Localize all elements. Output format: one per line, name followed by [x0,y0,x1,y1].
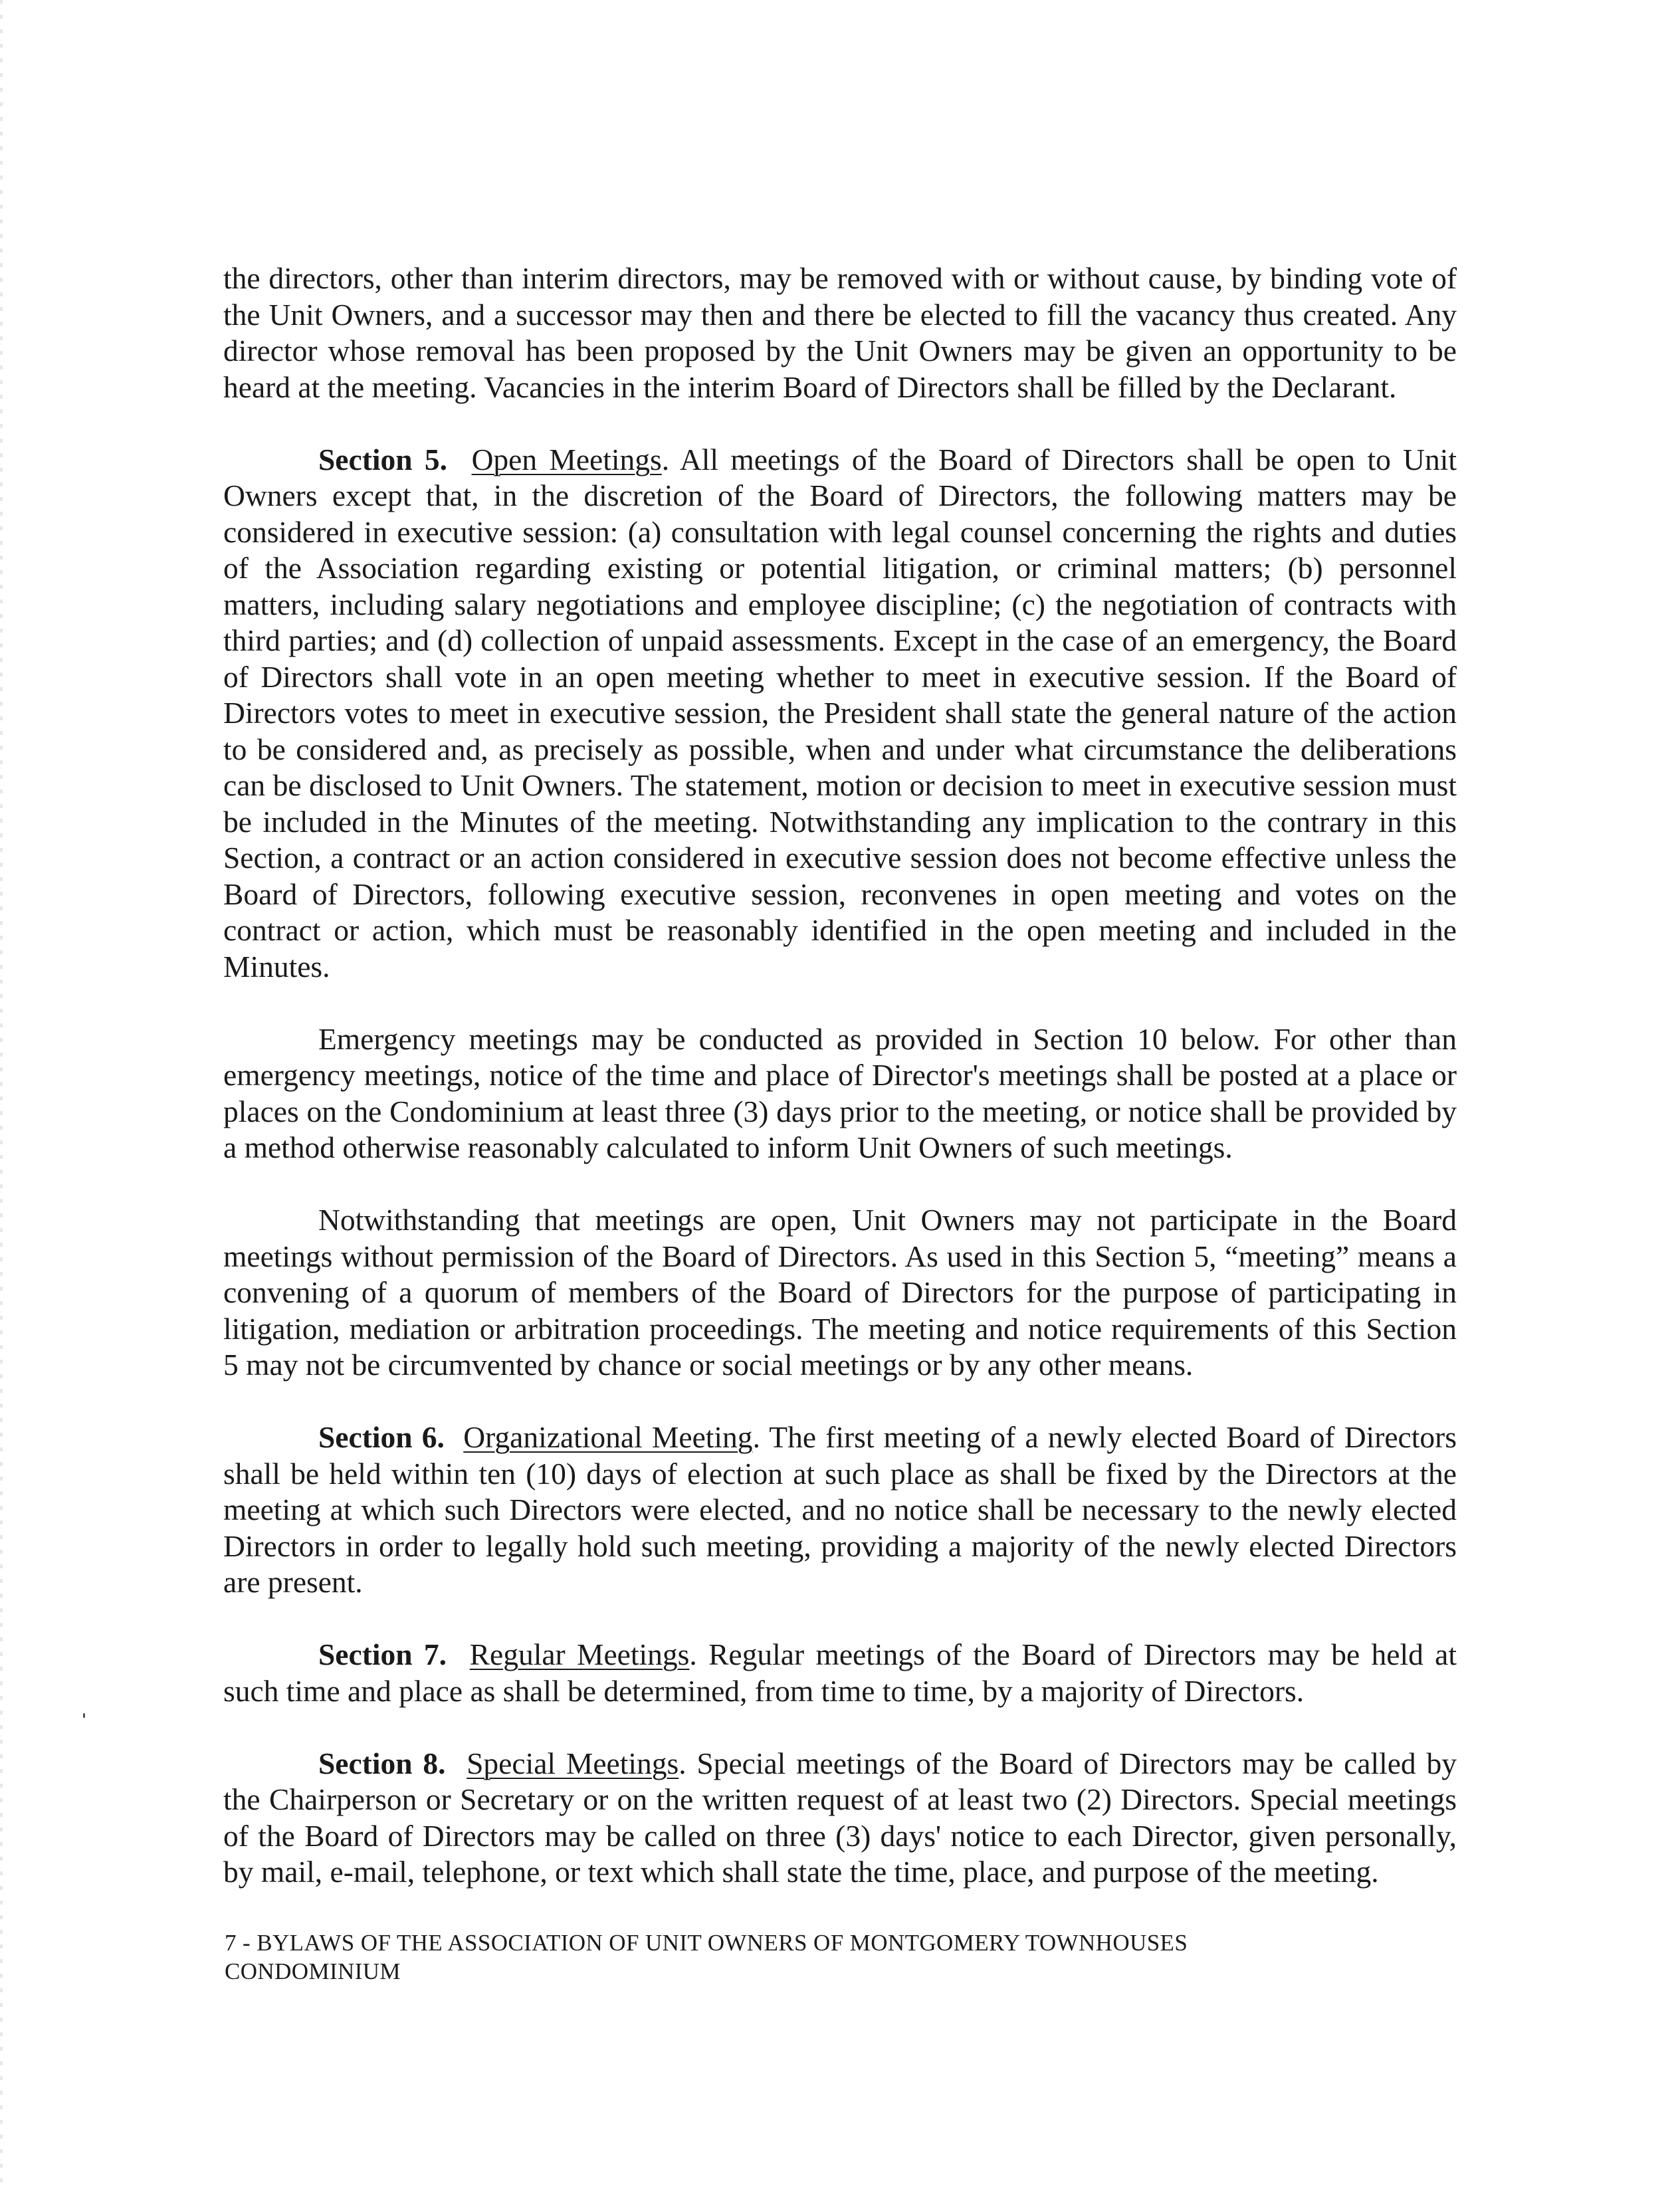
paragraph-section-6-organizational-meeting [223,1419,1457,1601]
section-title: Regular Meetings [469,1637,690,1671]
page-footer [225,1929,1421,1986]
document-body [223,261,1457,1927]
footer-line-1: 7 - BYLAWS OF THE ASSOCIATION OF UNIT OWNERS OF MONTGOMERY TOWNHOUSES [225,1930,1188,1956]
section-title: Open Meetings [471,442,662,476]
section-number: Section 8. [318,1746,446,1780]
section-title: Special Meetings [467,1746,679,1780]
paragraph-emergency-meetings [223,1021,1457,1166]
section-number: Section 7. [318,1637,447,1671]
paragraph-section-7-regular-meetings [223,1637,1457,1709]
paragraph-text: . All meetings of the Board of Directors shall be open to Unit Owners except that, in the discretion of the Board of Directors, the following matters may be considered in executive session: (a) consultation with legal counsel concerning the rights and duties of the Association regarding existing or potential litigation, or criminal matters; (b) personnel matters, including salary negotiations and employee discipline; (c) the negotiation of contracts with third parties; and (d) collection of unpaid assessments. Except in the case of an emergency, the Board of Directors shall vote in an open meeting whether to meet in executive session. If the Board of Directors votes to meet in executive session, the President shall state the general nature of the action to be considered and, as precisely as possible, when and under what circumstance the deliberations can be disclosed to Unit Owners. The statement, motion or decision to meet in executive session must be included in the Minutes of the meeting. Notwithstanding any implication to the contrary in this Section, a contract or an action considered in executive session does not become effective unless the Board of Directors, following executive session, reconvenes in open meeting and votes on the contract or action, which must be reasonably identified in the open meeting and included in the Minutes. [223,442,1457,984]
paragraph-text: Emergency meetings may be conducted as provided in Section 10 below. For other than emergency meetings, notice of the time and place of Director's meetings shall be posted at a place or places on the Condominium at least three (3) days prior to the meeting, or notice shall be provided by a method otherwise reasonably calculated to inform Unit Owners of such meetings. [223,1021,1457,1164]
footer-line-2: CONDOMINIUM [225,1958,401,1984]
paragraph-text: the directors, other than interim directors, may be removed with or without cause, by binding vote of the Unit Owners, and a successor may then and there be elected to fill the vacancy thus created. Any director whose removal has been proposed by the Unit Owners may be given an opportunity to be heard at the meeting. Vacancies in the interim Board of Directors shall be filled by the Declarant. [223,261,1457,404]
paragraph-text: Notwithstanding that meetings are open, Unit Owners may not participate in the Board meetings without permission of the Board of Directors. As used in this Section 5, “meeting” means a convening of a quorum of members of the Board of Directors for the purpose of participating in litigation, mediation or arbitration proceedings. The meeting and notice requirements of this Section 5 may not be circumvented by chance or social meetings or by any other means. [223,1203,1457,1382]
paragraph-section-8-special-meetings [223,1746,1457,1891]
section-number: Section 5. [318,442,447,476]
paragraph-text: . Regular meetings of the Board of Directors may be held at such time and place as shall be determined, from time to time, by a majority of Directors. [223,1637,1457,1708]
section-number: Section 6. [318,1420,445,1454]
paragraph-section-5-open-meetings [223,442,1457,986]
paragraph-removal-of-directors [223,261,1457,405]
paragraph-text: . The first meeting of a newly elected Board of Directors shall be held within ten (10) days of election at such place as shall be fixed by the Directors at the meeting at which such Directors were elected, and no notice shall be necessary to the newly elected Directors in order to legally hold such meeting, providing a majority of the newly elected Directors are present. [223,1420,1457,1599]
scan-edge-marks [0,0,3,2191]
scan-speck [83,1713,85,1718]
section-title: Organizational Meeting [463,1420,753,1454]
paragraph-participation [223,1202,1457,1384]
paragraph-text: . Special meetings of the Board of Directors may be called by the Chairperson or Secretary or on the written request of at least two (2) Directors. Special meetings of the Board of Directors may be called on three (3) days' notice to each Director, given personally, by mail, e-mail, telephone, or text which shall state the time, place, and purpose of the meeting. [223,1746,1457,1889]
